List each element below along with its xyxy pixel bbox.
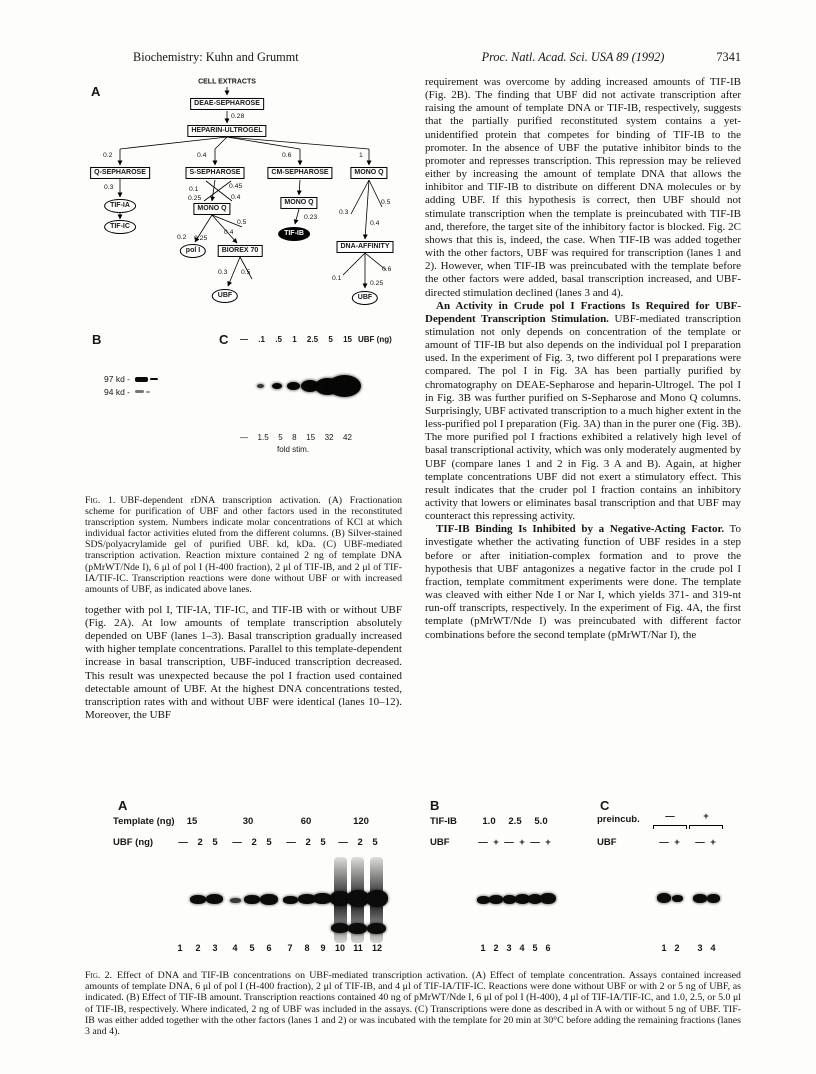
flow-value-s01: 0.1 xyxy=(189,186,199,193)
lane-value: 15 xyxy=(343,335,352,344)
fig2-panel-a-label: A xyxy=(118,798,128,813)
lane-number: 7 xyxy=(287,943,293,953)
fig1-gel-panels xyxy=(85,328,415,486)
flow-value-s045: 0.45 xyxy=(229,183,243,190)
flow-node-dna-affinity: DNA-AFFINITY xyxy=(337,241,394,253)
flow-node-biorex-70: BIOREX 70 xyxy=(218,245,263,257)
lane-number: 1 xyxy=(661,943,667,953)
flow-node-tif-ib: TIF-IB xyxy=(278,227,310,241)
template-value: 120 xyxy=(353,816,369,827)
ubf-group: — 2 5 xyxy=(178,837,218,848)
tif-ib-value: 2.5 xyxy=(508,816,522,827)
fold-value: — xyxy=(240,433,248,442)
pair-bracket xyxy=(689,825,723,829)
lane-number: 9 xyxy=(320,943,326,953)
ubf-group: — 2 5 xyxy=(232,837,272,848)
flow-value-bx03: 0.3 xyxy=(218,269,228,276)
flow-value-q03: 0.3 xyxy=(104,184,114,191)
marker-94kd: 94 kd - xyxy=(104,387,130,397)
flow-value-ms04: 0.4 xyxy=(224,229,234,236)
flow-value-04: 0.4 xyxy=(197,152,207,159)
lane-number: 1 xyxy=(480,943,486,953)
section-heading: TIF-IB Binding Is Inhibited by a Negative-Acting Factor. xyxy=(436,523,725,536)
gel-band xyxy=(489,895,503,904)
gel-band xyxy=(367,923,386,934)
lane-number: 4 xyxy=(710,943,716,953)
fig1-caption-label: Fig. 1. xyxy=(85,495,116,506)
page-number: 7341 xyxy=(716,50,741,64)
left-column xyxy=(85,76,402,722)
lane-number: 10 xyxy=(334,943,346,953)
flow-value-028: 0.28 xyxy=(231,113,245,120)
ubf-group: — 2 5 xyxy=(338,837,378,848)
flow-value-mr03: 0.3 xyxy=(339,209,349,216)
lane-value: .5 xyxy=(275,335,282,344)
fig2-panel-b-label: B xyxy=(430,798,440,813)
flow-value-1: 1 xyxy=(359,152,363,159)
flow-value-da06: 0.6 xyxy=(382,266,392,273)
gel-band xyxy=(283,896,298,904)
gel-band xyxy=(331,923,349,933)
template-row-label: Template (ng) xyxy=(113,816,175,827)
gel-band xyxy=(146,391,150,393)
lane-number: 3 xyxy=(212,943,218,953)
lane-number: 5 xyxy=(532,943,538,953)
right-column xyxy=(425,76,741,722)
gel-band xyxy=(272,383,282,389)
fig2-caption-label: Fig. 2. xyxy=(85,970,113,981)
flow-value-ms05: 0.5 xyxy=(237,219,247,226)
flow-node-s-sepharose: S-SEPHAROSE xyxy=(186,167,245,179)
template-value: 60 xyxy=(300,816,312,827)
fold-stim-label: fold stim. xyxy=(277,445,310,454)
fold-value: 42 xyxy=(343,433,352,442)
lane-number: 2 xyxy=(493,943,499,953)
flow-value-s025: 0.25 xyxy=(188,195,202,202)
fold-value: 8 xyxy=(292,433,297,442)
gel-band xyxy=(135,390,144,393)
flow-value-da01: 0.1 xyxy=(332,275,342,282)
lane-number: 2 xyxy=(674,943,680,953)
gel-band xyxy=(190,895,206,904)
gel-band xyxy=(230,898,241,903)
running-title: Biochemistry: Kuhn and Grummt xyxy=(133,50,299,64)
gel-band xyxy=(540,893,556,904)
fig2-caption xyxy=(85,970,741,1037)
tif-ib-value: 1.0 xyxy=(482,816,496,827)
flow-node-mono-q-cm: MONO Q xyxy=(280,197,317,209)
lane-value: 5 xyxy=(328,335,333,344)
lane-number: 11 xyxy=(353,943,363,953)
ubf-symbol: + xyxy=(519,837,525,848)
flow-node-cell-extracts: CELL EXTRACTS xyxy=(198,78,256,86)
lane-number: 5 xyxy=(249,943,255,953)
ubf-symbol: + xyxy=(493,837,499,848)
tif-ib-value: 5.0 xyxy=(534,816,548,827)
paragraph-crude-pol-i xyxy=(425,300,741,524)
flow-node-mono-q-right: MONO Q xyxy=(350,167,387,179)
gel-band xyxy=(135,377,148,382)
ubf-group: — 2 5 xyxy=(286,837,326,848)
flow-value-da025: 0.25 xyxy=(370,280,384,287)
lane-number: 6 xyxy=(266,943,272,953)
lane-number: 8 xyxy=(304,943,310,953)
flow-node-cm-sepharose: CM-SEPHAROSE xyxy=(267,167,332,179)
ubf-symbol: + xyxy=(710,837,716,848)
flow-value-ms02: 0.2 xyxy=(177,234,187,241)
fig1c-lane-unit: UBF (ng) xyxy=(358,335,392,344)
left-column-paragraph: together with pol I, TIF-IA, TIF-IC, and TIF-IB with or without UBF (Fig. 2A). At low amounts of template transcription absolutely depended on UBF (lanes 1–3). Basal transcription gradually increased with higher template concentrations. Parallel to this template-dependent increase in basal transcription, UBF-induced transcription decreased. This result was unexpected because the pol I fraction used contained detectable amount of UBF. At the highest DNA concentrations tested, transcription rates with and without UBF were identical (lanes 10–12). Moreover, the UBF xyxy=(85,603,402,722)
lane-number: 3 xyxy=(506,943,512,953)
flow-node-mono-q-s: MONO Q xyxy=(193,203,230,215)
lane-number: 4 xyxy=(232,943,238,953)
paragraph-continuation: requirement was overcome by adding increased amounts of TIF-IB (Fig. 2B). The finding that UBF did not activate transcription after raising the amount of template DNA or TIF-IB, respectively, suggests that the partially purified reconstituted system contains a yet-unidentified protein that competes for binding of TIF-IB to the promoter. In the absence of UBF the putative inhibitor binds to the promoter and represses transcription. This repression may be relieved either by increasing the amount of template DNA that allows the inhibitor and TIF-IB to distribute on different DNA molecules or by adding UBF. If this hypothesis is correct, then UBF should not stimulate transcription when the template is preincubated with TIF-IB and, therefore, the target site of the inhibitory factor is blocked. Fig. 2C shows that this is, indeed, the case. When TIF-IB was added together with the other factors, UBF was required for transcription (lanes 1 and 2). However, when TIF-IB was preincubated with the template before the other factors were added, basal transcription increased, and UBF-directed stimulation declined (lanes 3 and 4). xyxy=(425,76,741,299)
fold-value: 5 xyxy=(278,433,283,442)
template-value: 30 xyxy=(242,816,254,827)
preincub-row-label: preincub. xyxy=(597,814,640,825)
gel-band xyxy=(707,894,720,903)
ubf-symbol: + xyxy=(545,837,551,848)
lane-value: 2.5 xyxy=(306,335,319,344)
gel-band xyxy=(366,890,388,907)
fold-value: 32 xyxy=(324,433,334,442)
paragraph-text: UBF-mediated transcription stimulation not only depends on concentration of the template or amount of TIF-IB but also depends on the individual pol I preparation used. In the experiment of Fig. 3, two different pol I preparations were compared. The pol I in Fig. 3A has been partially purified by chromatography on DEAE-Sepharose and heparin-Ultrogel. The pol I in Fig. 3B was further purified on S-Sepharose and Mono Q columns. Surprisingly, UBF activated transcription to a much higher extent in the less-purified pol I preparation (Fig. 3A) than in the purer one (Fig. 3B). The more purified pol I fractions exhibited a relatively high level of basal transcriptional activity, which was only moderately augmented by UBF (compare lanes 1 and 2 in Fig. 3 A and B). Again, at higher template concentrations UBF did not exert a stimulatory effect. This result indicates that the cruder pol I fraction contains an inhibitory activity that lowers or eliminates basal transcription and that UBF may counteract this repressing activity. xyxy=(425,312,741,523)
fig2-panel-c-label: C xyxy=(600,798,610,813)
gel-band xyxy=(672,895,683,902)
fig1-caption-text: UBF-dependent rDNA transcription activation. (A) Fractionation scheme for purification of UBF and other factors used in the reconstituted transcription system. Numbers indicate molar concentrations of KCl at which individual factor activities eluted from the different columns. (B) Silver-stained SDS/polyacrylamide gel of purified UBF. kd, kDa. (C) UBF-mediated transcription activation. Reaction mixture contained 2 ng of template DNA (pMrWT/Nde I), 6 μl of pol I (H-400 fraction), 2 μl of TIF-IB, and 2 μl of TIF-IA/TIF-IC. Transcription reactions were done without UBF or with increased amounts of UBF, as indicated above lanes. xyxy=(85,495,402,595)
flow-value-s04: 0.4 xyxy=(231,194,241,201)
marker-97kd: 97 kd - xyxy=(104,374,130,384)
ubf-symbol: — xyxy=(530,837,540,848)
paragraph-text: To investigate whether the activating function of UBF resides in a step before or after initiation-complex formation and to prove the hypothesis that UBF antagonizes a negative factor in the crude pol I fraction, template commitment experiments were done. The template was cleaved with either Nde I or Nar I, which yields 371- and 319-nt run-off transcripts, respectively. In the experiment of Fig. 4A, the first template (pMrWT/Nde I) was preincubated with different factor combinations before the second template (pMrWT/Nar I), the xyxy=(425,523,741,641)
page-header xyxy=(85,50,741,65)
flow-node-ubf-left: UBF xyxy=(212,289,238,303)
fold-value: 15 xyxy=(306,433,316,442)
gel-band xyxy=(206,894,223,904)
ubf-row-label: UBF xyxy=(597,837,617,848)
fig1-panel-c-label: C xyxy=(219,332,229,347)
flow-node-ubf-right: UBF xyxy=(352,291,378,305)
lane-number: 12 xyxy=(371,943,383,953)
gel-band xyxy=(150,378,158,380)
flow-value-ms025: 0.25 xyxy=(194,235,208,242)
preincub-value: + xyxy=(703,811,709,822)
ubf-symbol: — xyxy=(695,837,705,848)
fig1-panel-a-label: A xyxy=(91,84,101,99)
section-heading: An Activity in Crude pol I Fractions Is Required for UBF-Dependent Transcription Stimulation. xyxy=(425,299,741,325)
fold-value: 1.5 xyxy=(257,433,269,442)
flow-node-tif-ic: TIF-IC xyxy=(104,220,136,234)
gel-band xyxy=(260,894,278,905)
lane-number: 4 xyxy=(519,943,525,953)
flow-value-cm023: 0.23 xyxy=(304,214,318,221)
tif-ib-row-label: TIF-IB xyxy=(430,816,457,827)
gel-band xyxy=(257,384,264,388)
flow-value-02: 0.2 xyxy=(103,152,113,159)
two-column-body xyxy=(85,76,741,722)
fig1c-fold-values xyxy=(240,433,352,442)
fig1-panel-b-label: B xyxy=(92,332,102,347)
lane-value: 1 xyxy=(292,335,297,344)
fig1-caption xyxy=(85,495,402,595)
lane-number: 3 xyxy=(697,943,703,953)
ubf-symbol: — xyxy=(659,837,669,848)
lane-number: 2 xyxy=(195,943,201,953)
pair-bracket xyxy=(653,825,687,829)
preincub-value: — xyxy=(665,811,675,822)
ubf-symbol: + xyxy=(674,837,680,848)
flow-value-06: 0.6 xyxy=(282,152,292,159)
flow-node-q-sepharose: Q-SEPHAROSE xyxy=(90,167,150,179)
gel-band xyxy=(328,375,361,397)
ubf-symbol: — xyxy=(504,837,514,848)
fig2-caption-text: Effect of DNA and TIF-IB concentrations on UBF-mediated transcription activation. (A) Effect of template concentration. Assays contained increased amounts of template DNA, 6 μl of pol I (H-400 fraction), 2 μl of TIF-IB, and 4 μl of TIF-IA/TIF-IC. Reactions were done without UBF or with 2 or 5 ng of UBF, as indicated. (B) Effect of TIF-IB amount. Transcription reactions contained 40 ng of pMrWT/Nde I, 6 μl of pol I (H-400), 4 μl of TIF-IA/TIF-IC, and 1.0, 2.5, or 5.0 μl of TIF-IB, respectively. Where indicated, 2 ng of UBF was included in the assays. (C) Transcriptions were done as described in A with or without 5 ng of UBF. TIF-IB was either added together with the other factors (lanes 1 and 2) or was incubated with the template for 20 min at 30°C before adding the remaining fractions (lanes 3 and 4). xyxy=(85,970,741,1038)
flow-value-bx05: 0.5 xyxy=(241,269,251,276)
lane-value: .1 xyxy=(258,335,265,344)
flow-node-deae-sepharose: DEAE-SEPHAROSE xyxy=(190,98,264,110)
gel-band xyxy=(657,893,671,903)
fig1c-lane-header xyxy=(240,335,352,344)
flow-node-tif-ia: TIF-IA xyxy=(104,199,136,213)
paragraph-tif-ib-binding xyxy=(425,523,741,641)
fig2-panels xyxy=(85,795,741,967)
ubf-row-label: UBF xyxy=(430,837,450,848)
ubf-symbol: — xyxy=(478,837,488,848)
lane-value: — xyxy=(240,335,248,344)
flow-value-mr05: 0.5 xyxy=(381,199,391,206)
gel-band xyxy=(287,382,300,390)
template-value: 15 xyxy=(186,816,198,827)
flow-value-mr04: 0.4 xyxy=(370,220,380,227)
gel-band xyxy=(693,894,707,903)
gel-band xyxy=(244,895,260,904)
journal-citation: Proc. Natl. Acad. Sci. USA 89 (1992) xyxy=(481,50,665,64)
fig1-flowchart xyxy=(85,76,415,328)
flow-node-pol-i: pol I xyxy=(180,244,206,258)
ubf-row-label: UBF (ng) xyxy=(113,837,154,848)
lane-number: 1 xyxy=(177,943,183,953)
gel-band xyxy=(348,923,367,934)
lane-number: 6 xyxy=(545,943,551,953)
flow-node-heparin-ultrogel: HEPARIN-ULTROGEL xyxy=(187,125,266,137)
